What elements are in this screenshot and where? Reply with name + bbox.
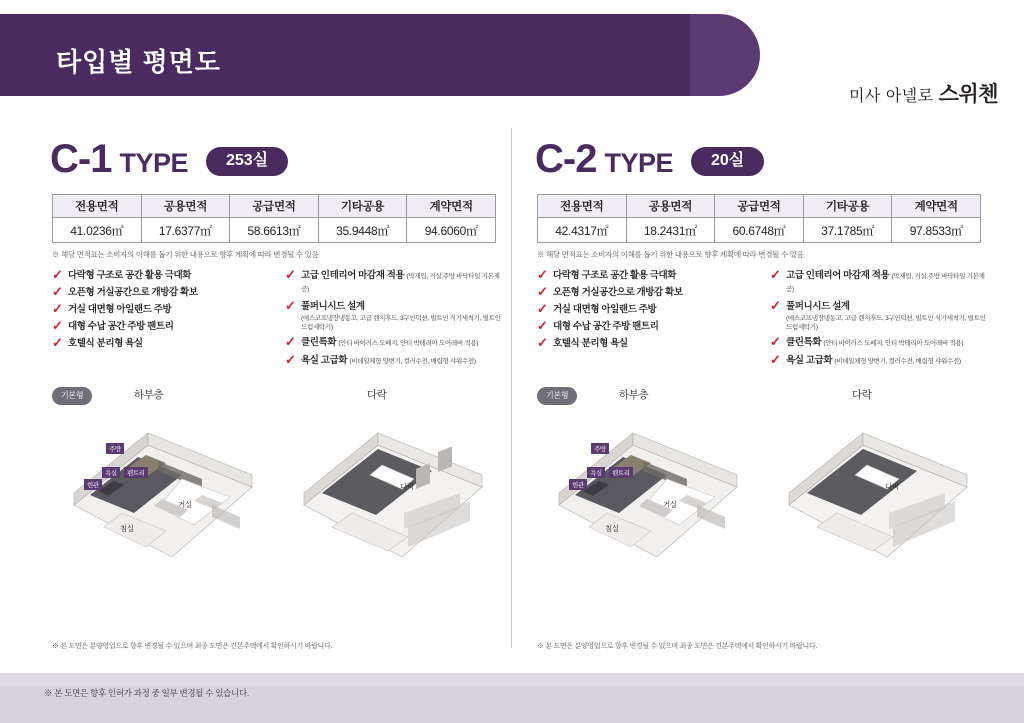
room-tag-entrance: 현관 bbox=[84, 479, 102, 490]
feature-text: 클린특화 bbox=[301, 337, 337, 348]
feature-subtext: (비데일체형 양변기, 컬러수전, 매립형 샤워수전) bbox=[834, 358, 961, 365]
area-table-c1 bbox=[52, 194, 496, 243]
check-icon: ✓ bbox=[537, 301, 548, 316]
table-header-row bbox=[538, 195, 981, 218]
type-code: C-1 bbox=[50, 137, 112, 181]
table-cell: 94.6060㎡ bbox=[407, 218, 496, 243]
table-header-cell: 계약면적 bbox=[407, 195, 496, 218]
unit-count-badge: 253실 bbox=[206, 147, 288, 176]
isometric-loft-svg bbox=[292, 409, 492, 589]
feature-text: 호텔식 분리형 욕실 bbox=[68, 338, 143, 349]
room-tag-loft: 다락 bbox=[885, 482, 899, 491]
check-icon: ✓ bbox=[52, 335, 63, 350]
table-cell: 35.9448㎡ bbox=[318, 218, 407, 243]
table-cell: 18.2431㎡ bbox=[626, 218, 715, 243]
table-cell: 58.6613㎡ bbox=[230, 218, 319, 243]
area-table-c2 bbox=[537, 194, 981, 243]
feature-item bbox=[52, 267, 277, 282]
feature-item bbox=[52, 335, 277, 350]
feature-text: 대형 수납 공간 주방 팬트리 bbox=[68, 321, 174, 332]
type-panel-c2 bbox=[525, 128, 995, 648]
feature-text: 호텔식 분리형 욕실 bbox=[553, 338, 628, 349]
feature-text: 욕실 고급화 bbox=[301, 355, 348, 366]
feature-subtext: (안티 바이러스 도배지, 안티 박테리아 도어레버 적용) bbox=[823, 340, 964, 347]
table-cell: 41.0236㎡ bbox=[53, 218, 142, 243]
feature-list-c1 bbox=[52, 267, 502, 373]
feature-text: 다락형 구조로 공간 활용 극대화 bbox=[68, 270, 192, 281]
table-header-cell: 기타공용 bbox=[803, 195, 892, 218]
type-code: C-2 bbox=[535, 137, 597, 181]
floor-plans-c1 bbox=[52, 387, 502, 650]
feature-item bbox=[537, 335, 762, 350]
check-icon: ✓ bbox=[52, 318, 63, 333]
feature-text: 다락형 구조로 공간 활용 극대화 bbox=[553, 270, 677, 281]
brand-main: 스위첸 bbox=[938, 83, 998, 106]
table-cell: 97.8533㎡ bbox=[892, 218, 981, 243]
isometric-lower-floor-svg bbox=[62, 409, 262, 589]
feature-subtext: (안티 바이러스 도배지, 안티 박테리아 도어레버 적용) bbox=[338, 340, 479, 347]
check-icon: ✓ bbox=[770, 267, 781, 282]
area-table-note: ※ 해당 면적표는 소비자의 이해를 돕기 위한 내용으로 향후 계획에 따라 변경될 수 있음 bbox=[537, 250, 804, 259]
feature-item bbox=[52, 318, 277, 333]
room-tag-kitchen: 주방 bbox=[106, 443, 124, 454]
isometric-lower-floor-c1 bbox=[62, 409, 262, 589]
room-tag-pantry: 펜트리 bbox=[609, 467, 633, 478]
feature-subtext: (막재입, 거실;주방 바닥타일 기본제공) bbox=[786, 273, 985, 293]
feature-text: 욕실 고급화 bbox=[786, 355, 833, 366]
table-header-cell: 계약면적 bbox=[892, 195, 981, 218]
isometric-lower-floor-svg bbox=[547, 409, 747, 589]
room-tag-loft: 다락 bbox=[400, 482, 414, 491]
type-heading-c1 bbox=[40, 128, 510, 180]
page-title: 타입별 평면도 bbox=[56, 47, 221, 77]
table-cell: 17.6377㎡ bbox=[141, 218, 230, 243]
type-word: TYPE bbox=[119, 148, 188, 178]
unit-count-badge: 20실 bbox=[691, 147, 764, 176]
brand-logo bbox=[849, 78, 998, 108]
feature-column-1 bbox=[52, 267, 277, 373]
feature-text: 풀퍼니시드 설계 bbox=[786, 301, 850, 312]
page-header bbox=[0, 0, 1024, 110]
check-icon: ✓ bbox=[285, 334, 296, 349]
center-divider bbox=[511, 128, 512, 648]
table-cell: 60.6748㎡ bbox=[715, 218, 804, 243]
feature-text: 클린특화 bbox=[786, 337, 822, 348]
plan-type-tag: 기본형 bbox=[52, 387, 92, 405]
check-icon: ✓ bbox=[770, 298, 781, 313]
table-header-cell: 전용면적 bbox=[53, 195, 142, 218]
type-heading-c2 bbox=[525, 128, 995, 180]
feature-text: 오픈형 거실공간으로 개방감 확보 bbox=[553, 287, 683, 298]
feature-subtext: (에스코프냉장냉동고, 고급 렌지후드, 3구인덕션, 빌트인 식기세척기, 빌트인 드럼세탁기) bbox=[786, 315, 986, 331]
feature-item bbox=[52, 284, 277, 299]
feature-column-2 bbox=[277, 267, 502, 373]
room-tag-entrance: 현관 bbox=[569, 479, 587, 490]
room-tag-pantry: 펜트리 bbox=[124, 467, 148, 478]
plan-label-loft: 다락 bbox=[367, 389, 387, 401]
feature-text: 풀퍼니시드 설계 bbox=[301, 301, 365, 312]
check-icon: ✓ bbox=[52, 301, 63, 316]
check-icon: ✓ bbox=[52, 267, 63, 282]
table-header-cell: 기타공용 bbox=[318, 195, 407, 218]
footer-disclaimer: ※ 본 도면은 향후 인허가 과정 중 일부 변경될 수 있습니다. bbox=[44, 688, 249, 698]
plan-note: ※ 본 도면은 분양영업으로 향후 변경될 수 있으며 최종 도면은 견본주택에서 확인하시기 바랍니다. bbox=[52, 643, 333, 650]
floor-plans-c2 bbox=[537, 387, 987, 650]
feature-item bbox=[285, 352, 502, 368]
room-tag-living: 거실 bbox=[178, 500, 192, 509]
check-icon: ✓ bbox=[52, 284, 63, 299]
feature-item bbox=[770, 267, 987, 296]
type-word: TYPE bbox=[604, 148, 673, 178]
check-icon: ✓ bbox=[285, 267, 296, 282]
feature-text: 거실 대면형 아일랜드 주방 bbox=[68, 304, 172, 315]
isometric-loft-c2 bbox=[777, 409, 977, 589]
table-header-cell: 공용면적 bbox=[626, 195, 715, 218]
feature-list-c2 bbox=[537, 267, 987, 373]
table-cell: 37.1785㎡ bbox=[803, 218, 892, 243]
feature-item bbox=[537, 267, 762, 282]
plan-type-tag: 기본형 bbox=[537, 387, 577, 405]
table-header-row bbox=[53, 195, 496, 218]
area-table-note: ※ 해당 면적표는 소비자의 이해를 돕기 위한 내용으로 향후 계획에 따라 변경될 수 있음 bbox=[52, 250, 319, 259]
plan-label-lower: 하부층 bbox=[619, 389, 649, 401]
feature-text: 오픈형 거실공간으로 개방감 확보 bbox=[68, 287, 198, 298]
page-footer bbox=[0, 673, 1024, 723]
feature-subtext: (막재입, 거실;주방 바닥타일 기본제공) bbox=[301, 273, 500, 293]
feature-text: 고급 인테리어 마감재 적용 bbox=[301, 270, 405, 281]
check-icon: ✓ bbox=[537, 335, 548, 350]
type-panel-c1 bbox=[40, 128, 510, 648]
room-tag-bedroom: 침실 bbox=[120, 524, 134, 533]
feature-item bbox=[52, 301, 277, 316]
plan-note: ※ 본 도면은 분양영업으로 향후 변경될 수 있으며 최종 도면은 견본주택에서 확인하시기 바랍니다. bbox=[537, 643, 818, 650]
check-icon: ✓ bbox=[285, 298, 296, 313]
feature-text: 거실 대면형 아일랜드 주방 bbox=[553, 304, 657, 315]
feature-item bbox=[770, 352, 987, 368]
feature-item bbox=[770, 334, 987, 350]
table-row bbox=[53, 218, 496, 243]
check-icon: ✓ bbox=[537, 284, 548, 299]
table-header-cell: 공급면적 bbox=[715, 195, 804, 218]
check-icon: ✓ bbox=[537, 318, 548, 333]
feature-text: 고급 인테리어 마감재 적용 bbox=[786, 270, 890, 281]
plan-label-lower: 하부층 bbox=[134, 389, 164, 401]
feature-item bbox=[537, 284, 762, 299]
plan-label-loft: 다락 bbox=[852, 389, 872, 401]
isometric-loft-svg bbox=[777, 409, 977, 589]
feature-item bbox=[770, 298, 987, 332]
feature-text: 대형 수납 공간 주방 팬트리 bbox=[553, 321, 659, 332]
table-header-cell: 전용면적 bbox=[538, 195, 627, 218]
room-tag-kitchen: 주방 bbox=[591, 443, 609, 454]
table-header-cell: 공용면적 bbox=[141, 195, 230, 218]
check-icon: ✓ bbox=[285, 352, 296, 367]
feature-item bbox=[285, 267, 502, 296]
room-tag-bath: 욕실 bbox=[587, 467, 605, 478]
feature-column-2 bbox=[762, 267, 987, 373]
check-icon: ✓ bbox=[770, 352, 781, 367]
brand-prefix: 미사 아넬로 bbox=[848, 88, 939, 105]
feature-item bbox=[285, 298, 502, 332]
room-tag-bath: 욕실 bbox=[102, 467, 120, 478]
feature-subtext: (에스코프냉장냉동고, 고급 렌지후드, 3구인덕션, 빌트인 식기세척기, 빌트인 드럼세탁기) bbox=[301, 315, 501, 331]
check-icon: ✓ bbox=[537, 267, 548, 282]
room-tag-bedroom: 침실 bbox=[605, 524, 619, 533]
table-header-cell: 공급면적 bbox=[230, 195, 319, 218]
table-row bbox=[538, 218, 981, 243]
isometric-loft-c1 bbox=[292, 409, 492, 589]
feature-column-1 bbox=[537, 267, 762, 373]
room-tag-living: 거실 bbox=[663, 500, 677, 509]
feature-item bbox=[537, 301, 762, 316]
feature-item bbox=[285, 334, 502, 350]
isometric-lower-floor-c2 bbox=[547, 409, 747, 589]
table-cell: 42.4317㎡ bbox=[538, 218, 627, 243]
feature-item bbox=[537, 318, 762, 333]
feature-subtext: (비데일체형 양변기, 컬러수전, 매립형 샤워수전) bbox=[349, 358, 476, 365]
check-icon: ✓ bbox=[770, 334, 781, 349]
